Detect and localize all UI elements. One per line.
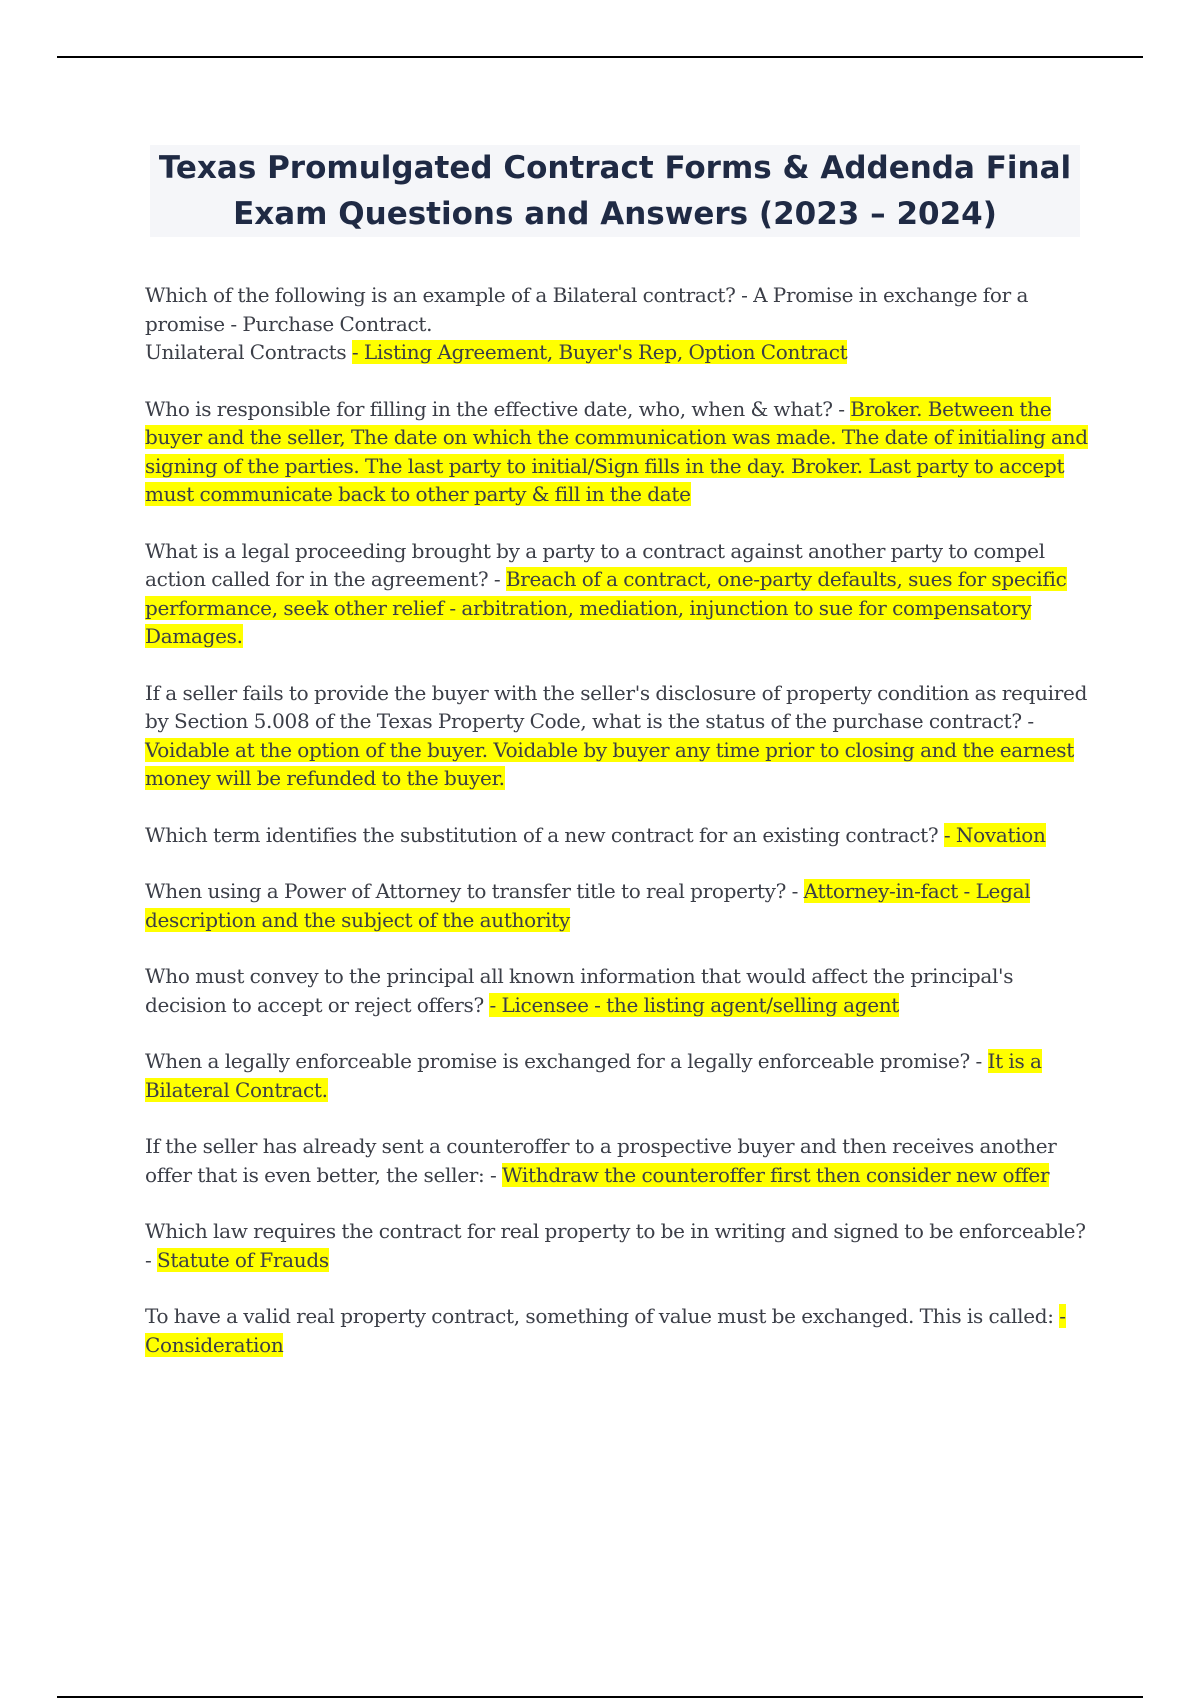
answer-highlight: - Listing Agreement, Buyer's Rep, Option Contract — [351, 340, 848, 364]
qa-item-2 — [145, 395, 1090, 509]
qa-item-5 — [145, 821, 1090, 850]
qa-item-3 — [145, 537, 1090, 651]
qa-item-9 — [145, 1132, 1090, 1189]
qa-item-8 — [145, 1047, 1090, 1104]
qa-item-10 — [145, 1217, 1090, 1274]
answer-highlight: It is a Bilateral Contract. — [145, 1049, 1042, 1102]
answer-highlight: Attorney-in-fact - Legal description and the subject of the authority — [145, 879, 1031, 932]
question-text: Who is responsible for filling in the effective date, who, when & what? - — [145, 396, 851, 421]
answer-highlight: Voidable at the option of the buyer. Voidable by buyer any time prior to closing and the earnest money will be refunded to the buyer. — [145, 737, 1074, 790]
title-line-2: Exam Questions and Answers (2023 – 2024) — [233, 196, 997, 232]
answer-highlight: Withdraw the counteroffer first then consider new offer — [502, 1162, 1050, 1187]
qa-item-6 — [145, 877, 1090, 934]
question-text: Which of the following is an example of a Bilateral contract? - A Promise in exchange for a promise - Purchase Contract. — [145, 283, 1029, 336]
answer-highlight: Breach of a contract, one-party defaults, sues for specific performance, seek other relief - arbitration, mediation, injunction to sue for compensatory Damages. — [145, 567, 1067, 648]
question-text: When a legally enforceable promise is exchanged for a legally enforceable promise? - — [145, 1049, 988, 1073]
qa-item-7 — [145, 962, 1090, 1019]
top-rule — [57, 56, 1143, 58]
question-text: If a seller fails to provide the buyer with the seller's disclosure of property condition as required by Section 5.008 of the Texas Property Code, what is the status of the purchase contract? - — [145, 680, 1088, 733]
question-text: What is a legal proceeding brought by a party to a contract against another party to compel action called for in the agreement? - — [145, 538, 1045, 591]
question-text: To have a valid real property contract, something of value must be exchanged. This is called: — [145, 1304, 1060, 1328]
qa-item-1 — [145, 281, 1090, 367]
answer-highlight: Broker. Between the buyer and the seller, The date on which the communication was made. The date of initialing and signing of the parties. The last party to initial/Sign fills in the day. Broker. Last party to accept must communicate back to other party & fill in the date — [145, 396, 1088, 506]
question-text: Who must convey to the principal all known information that would affect the principal's decision to accept or reject offers? — [145, 964, 1014, 1017]
qa-list — [145, 281, 1090, 1387]
answer-highlight: - Licensee - the listing agent/selling agent — [489, 992, 900, 1017]
question-text: Which term identifies the substitution of a new contract for an existing contract? — [145, 822, 944, 847]
question-text: Which law requires the contract for real property to be in writing and signed to be enforceable? - — [145, 1219, 1086, 1272]
answer-highlight: - Novation — [943, 822, 1046, 847]
question-text: Unilateral Contracts — [145, 340, 347, 364]
question-text: When using a Power of Attorney to transfer title to real property? - — [145, 879, 804, 903]
document-title — [150, 145, 1080, 237]
title-line-1: Texas Promulgated Contract Forms & Addenda Final — [158, 150, 1072, 186]
answer-highlight: Statute of Frauds — [157, 1247, 329, 1272]
qa-item-11 — [145, 1302, 1090, 1359]
answer-highlight: - Consideration — [145, 1304, 1066, 1357]
bottom-rule — [57, 1696, 1143, 1698]
qa-item-4 — [145, 679, 1090, 793]
question-text: If the seller has already sent a counteroffer to a prospective buyer and then receives another offer that is even better, the seller: - — [145, 1134, 1057, 1187]
